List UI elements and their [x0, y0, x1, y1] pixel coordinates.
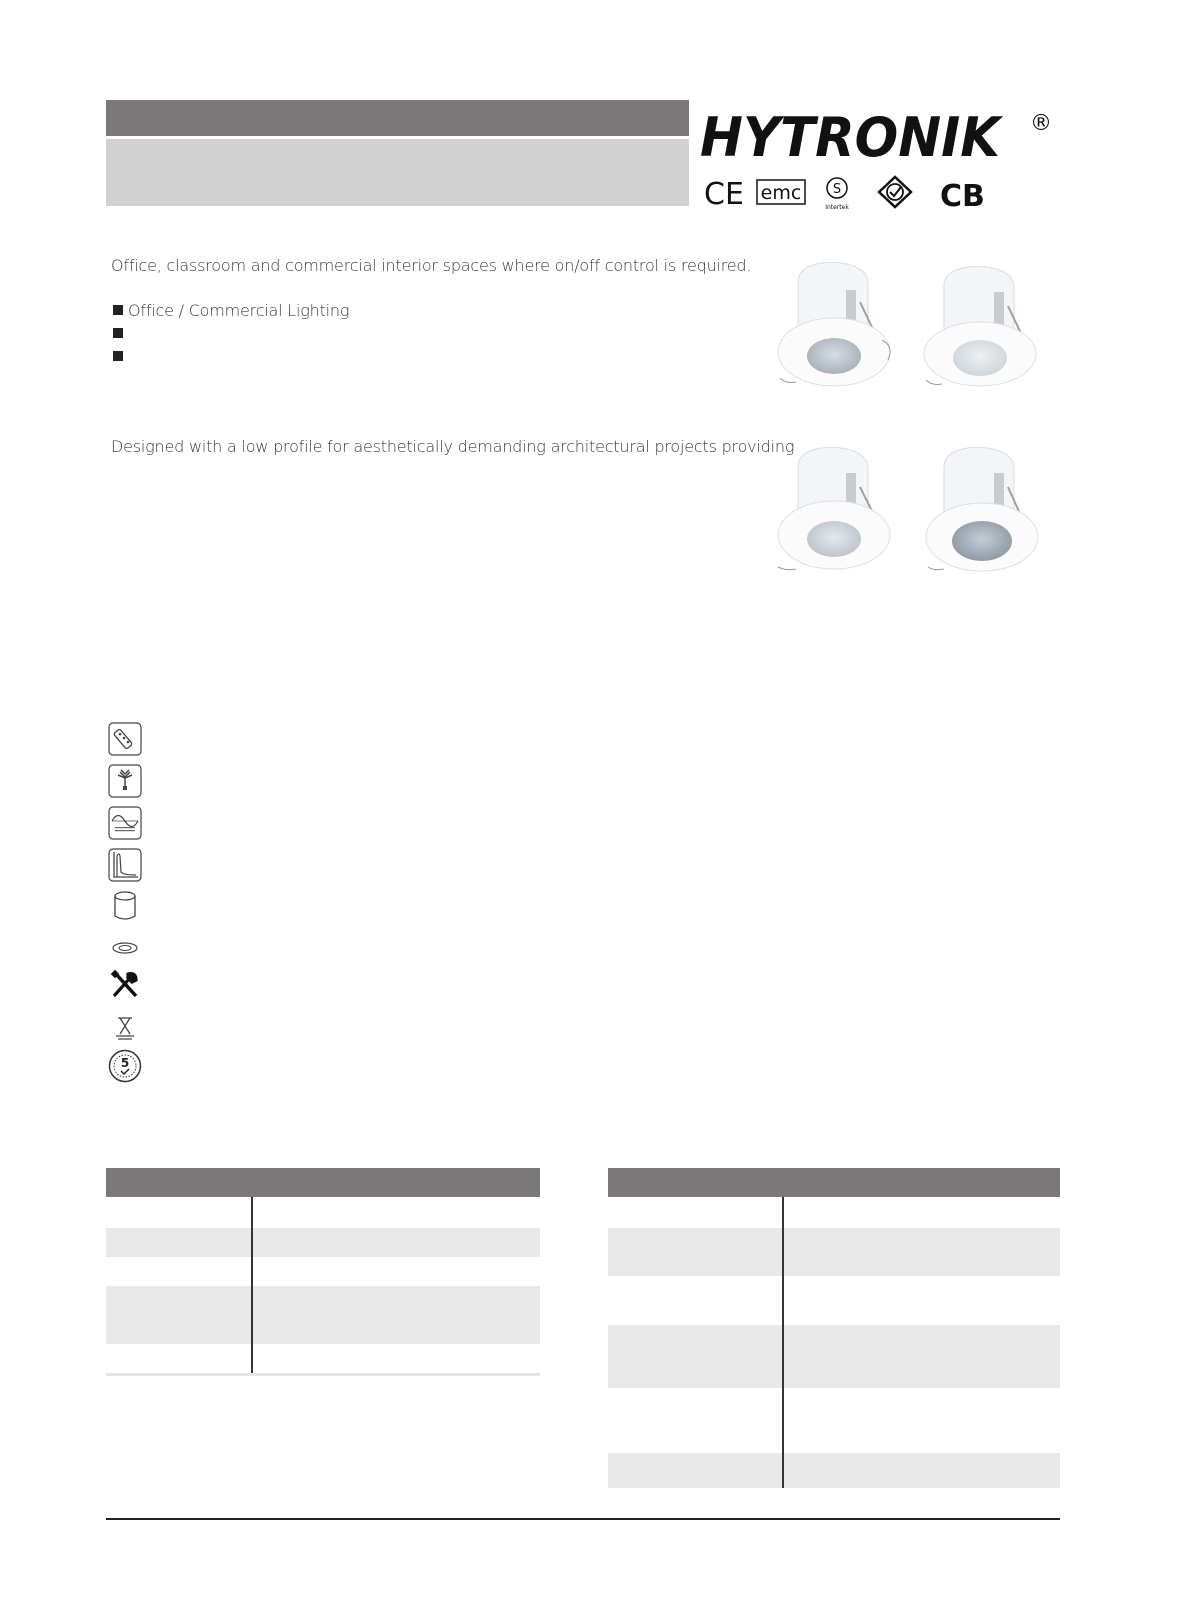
rcm-mark-icon [879, 177, 911, 207]
svg-text:Intertek: Intertek [825, 204, 849, 211]
ceiling-mount-icon [108, 1010, 142, 1044]
hytronik-logo [700, 104, 1080, 172]
right-table-header [608, 1168, 1060, 1197]
left-table-header [106, 1168, 540, 1197]
table-row [106, 1286, 540, 1344]
table-row [608, 1325, 1060, 1388]
description-text: Designed with a low profile for aesthetically demanding architectural projects providing [111, 437, 795, 456]
svg-text:5: 5 [120, 1056, 130, 1070]
emc-mark-icon [757, 180, 805, 204]
brand-name: HYTRONIK [700, 106, 1004, 169]
remote-control-icon [108, 722, 142, 756]
table-row [106, 1228, 540, 1257]
header-subtitle-bar [106, 139, 689, 206]
registered-mark: ® [1030, 111, 1052, 136]
sensor-product-image [922, 447, 1054, 587]
svg-text:CE: CE [704, 177, 744, 212]
bullet-marker [113, 328, 123, 338]
sensor-product-image [922, 266, 1054, 406]
svg-text:CB: CB [940, 179, 985, 212]
table-column-divider [251, 1197, 253, 1374]
sensor-product-image [776, 447, 908, 587]
flush-mount-icon [108, 930, 142, 964]
sensor-product-image [776, 262, 908, 402]
bullet-marker [113, 305, 123, 315]
application-text: Office, classroom and commercial interior spaces where on/off control is required. [111, 256, 752, 275]
certification-marks [704, 174, 1004, 212]
header-title-bar [106, 100, 689, 136]
table-row [608, 1453, 1060, 1488]
five-year-warranty-icon [108, 1049, 142, 1083]
cylinder-housing-icon [108, 889, 142, 923]
bullet-marker [113, 351, 123, 361]
bullet-item-label: Office / Commercial Lighting [128, 301, 350, 320]
intertek-mark-icon [825, 178, 849, 211]
svg-text:emc: emc [760, 182, 802, 204]
installation-tools-icon [108, 968, 142, 1002]
zero-crossing-icon [108, 806, 142, 840]
svg-text:S: S [832, 182, 842, 197]
table-column-divider [782, 1197, 784, 1488]
table-bottom-border [106, 1373, 540, 1376]
cb-mark-icon [940, 179, 985, 212]
table-row [608, 1228, 1060, 1276]
ce-mark-icon [704, 177, 744, 212]
footer-rule [106, 1518, 1060, 1520]
inrush-current-icon [108, 848, 142, 882]
dimming-icon [108, 764, 142, 798]
